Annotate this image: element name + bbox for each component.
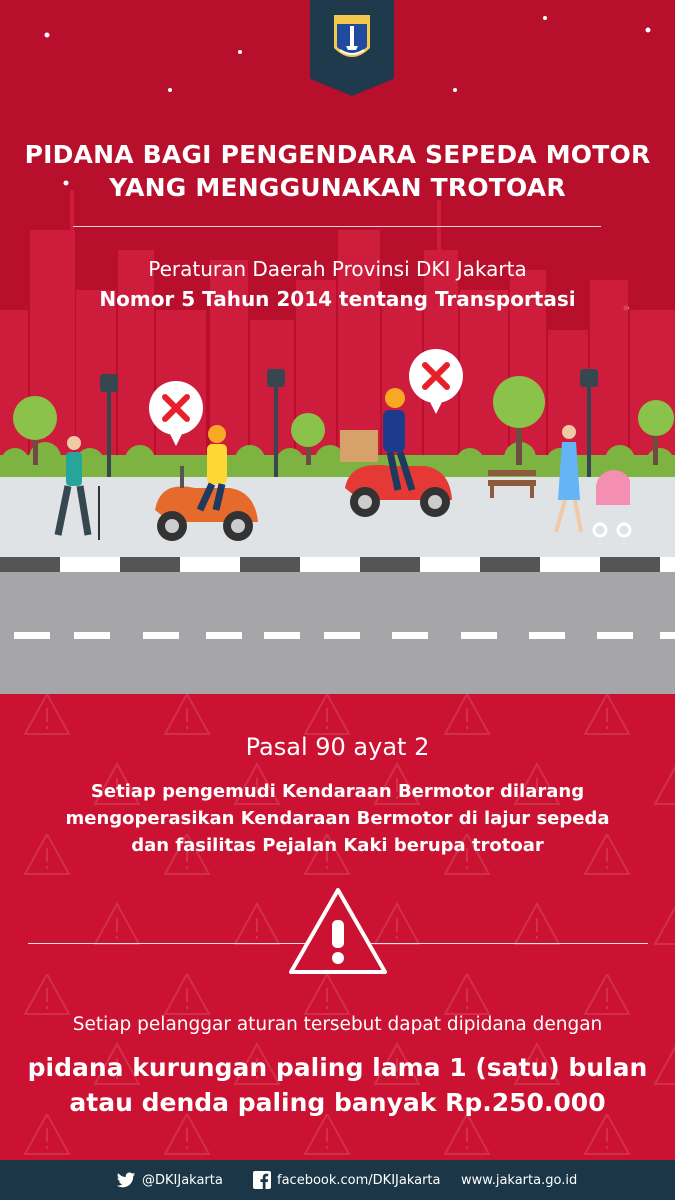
title-line-2: YANG MENGGUNAKAN TROTOAR	[109, 173, 566, 202]
penalty-intro: Setiap pelanggar aturan tersebut dapat dipidana dengan	[72, 1014, 603, 1035]
facebook-icon	[253, 1171, 271, 1189]
footer	[0, 1160, 675, 1200]
rule-line-2: mengoperasikan Kendaraan Bermotor di lajur sepeda	[65, 808, 610, 829]
regulation-line-2: Nomor 5 Tahun 2014 tentang Transportasi	[99, 287, 576, 311]
rule-line-3: dan fasilitas Pejalan Kaki berupa trotoar	[131, 835, 544, 856]
page-title	[0, 138, 675, 204]
article-text	[40, 778, 635, 859]
prohibited-icon	[409, 349, 463, 414]
twitter-icon	[116, 1172, 136, 1189]
lane-markings	[0, 632, 675, 642]
warning-icon	[287, 886, 389, 976]
article-heading: Pasal 90 ayat 2	[245, 733, 430, 761]
penalty-line-1: pidana kurungan paling lama 1 (satu) bulan	[27, 1053, 648, 1082]
twitter-link[interactable]	[116, 1160, 223, 1200]
title-divider	[73, 226, 601, 227]
twitter-handle: @DKIJakarta	[142, 1172, 223, 1188]
facebook-link[interactable]	[253, 1160, 441, 1200]
website-url: www.jakarta.go.id	[461, 1172, 578, 1188]
title-line-1: PIDANA BAGI PENGENDARA SEPEDA MOTOR	[24, 140, 651, 169]
regulation-line-1: Peraturan Daerah Provinsi DKI Jakarta	[148, 257, 527, 281]
rule-line-1: Setiap pengemudi Kendaraan Bermotor dilarang	[90, 781, 585, 802]
prohibited-icon	[149, 381, 203, 446]
facebook-url: facebook.com/DKIJakarta	[277, 1172, 441, 1188]
tree-right	[493, 376, 545, 465]
dki-jakarta-logo	[332, 14, 372, 66]
penalty-text	[0, 1050, 675, 1120]
curb	[0, 557, 675, 572]
penalty-line-2: atau denda paling banyak Rp.250.000	[69, 1088, 606, 1117]
website-link[interactable]	[461, 1160, 577, 1200]
